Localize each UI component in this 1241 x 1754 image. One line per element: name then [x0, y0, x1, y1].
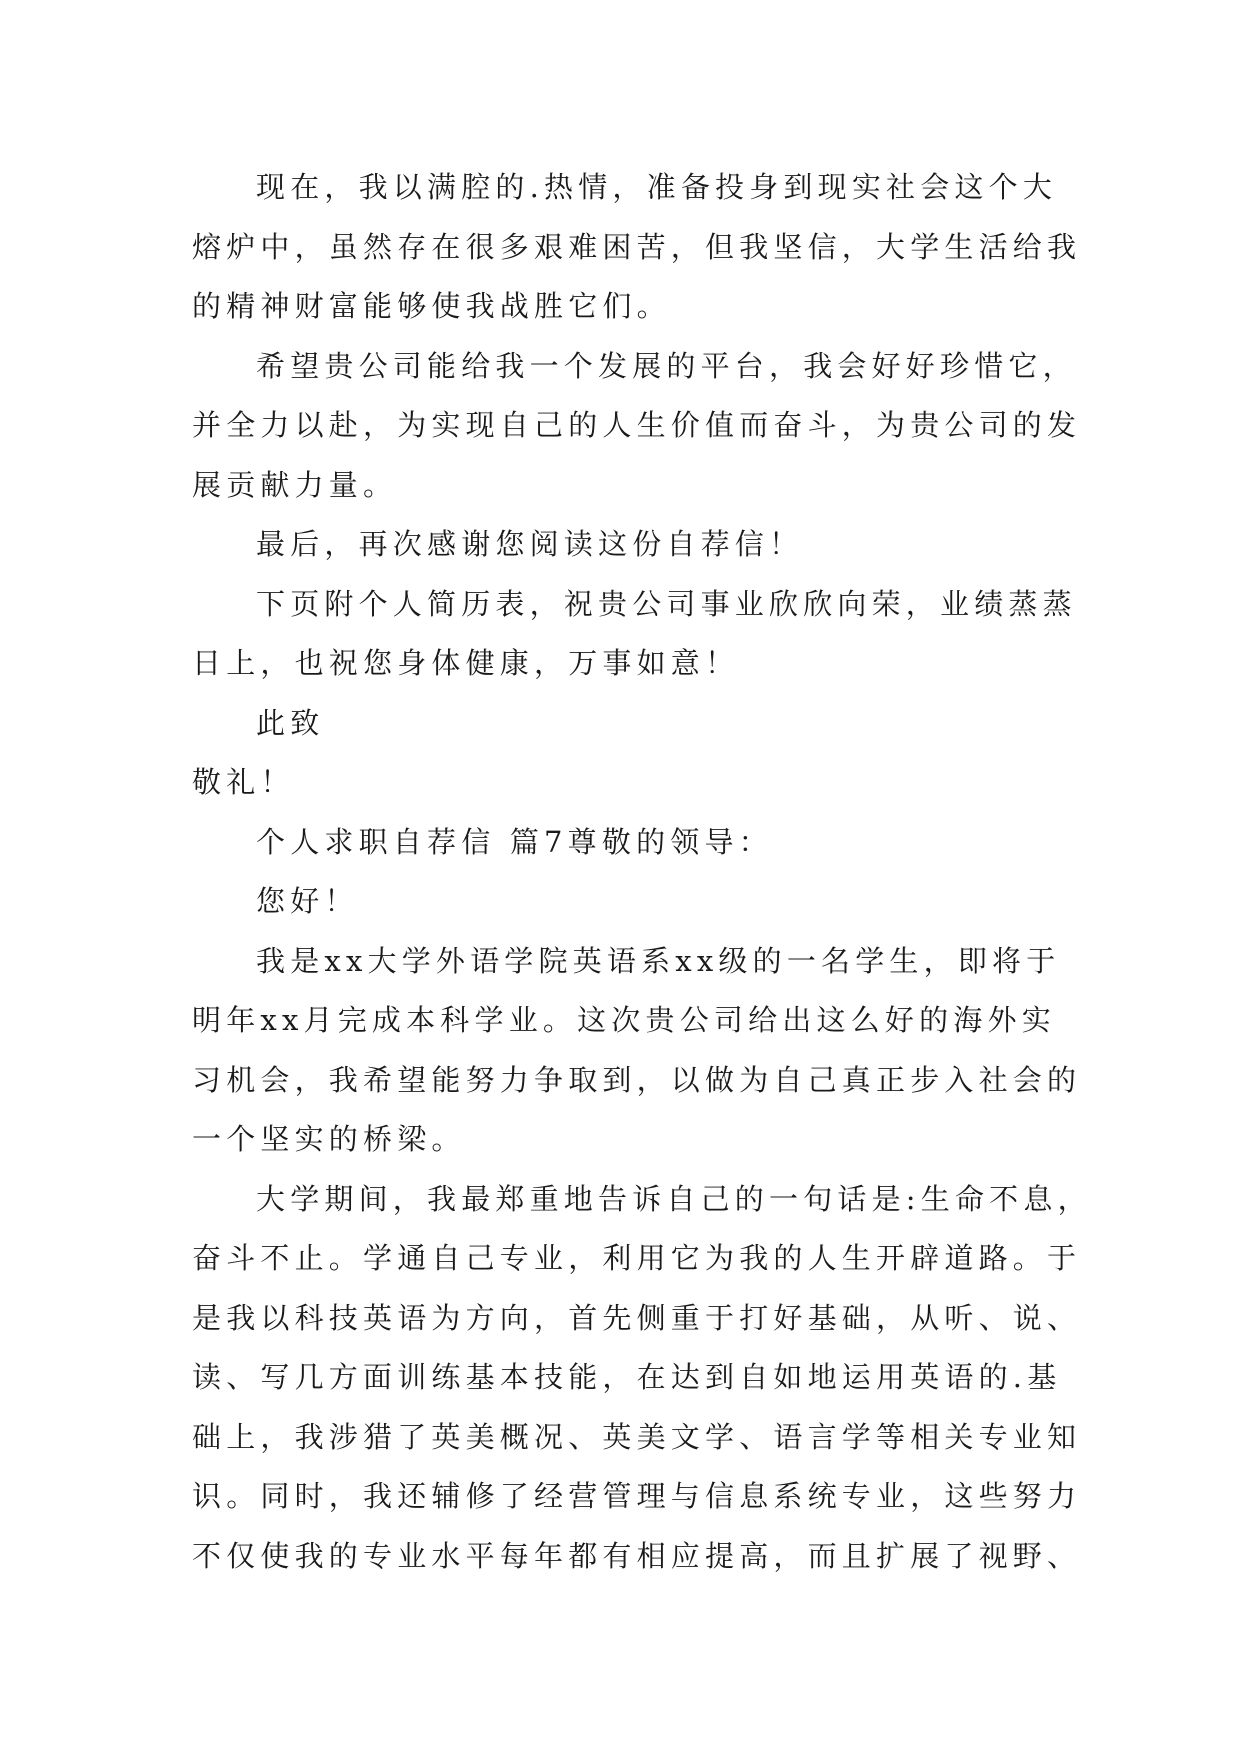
text-line: 础上，我涉猎了英美概况、英美文学、语言学等相关专业知 [192, 1419, 1082, 1454]
text-line: 明年xx月完成本科学业。这次贵公司给出这么好的海外实 [192, 1003, 1056, 1037]
text-line: 并全力以赴，为实现自己的人生价值而奋斗，为贵公司的发 [192, 408, 1082, 442]
text-line: 奋斗不止。学通自己专业，利用它为我的人生开辟道路。于 [192, 1241, 1082, 1275]
text-line: 的精神财富能够使我战胜它们。 [192, 289, 671, 323]
text-line: 希望贵公司能给我一个发展的平台，我会好好珍惜它， [256, 348, 1077, 383]
text-line: 日上，也祝您身体健康，万事如意！ [192, 646, 740, 680]
text-line: 展贡献力量。 [192, 467, 398, 502]
text-line: 现在，我以满腔的.热情，准备投身到现实社会这个大 [256, 170, 1058, 204]
text-line: 个人求职自荐信 篇7尊敬的领导： [256, 824, 773, 859]
text-line: 敬礼！ [192, 765, 295, 799]
text-line: 习机会，我希望能努力争取到，以做为自己真正步入社会的 [192, 1062, 1082, 1097]
text-line: 不仅使我的专业水平每年都有相应提高，而且扩展了视野、 [192, 1538, 1082, 1573]
text-line: 熔炉中，虽然存在很多艰难困苦，但我坚信，大学生活给我 [192, 229, 1082, 264]
text-line: 是我以科技英语为方向，首先侧重于打好基础，从听、说、 [192, 1300, 1082, 1335]
text-line: 下页附个人简历表，祝贵公司事业欣欣向荣，业绩蒸蒸 [256, 586, 1077, 621]
document-body [192, 158, 1092, 1586]
text-line: 我是xx大学外语学院英语系xx级的一名学生，即将于 [256, 943, 1061, 978]
text-line: 此致 [256, 705, 325, 740]
text-line: 最后，再次感谢您阅读这份自荐信！ [256, 527, 804, 561]
text-line: 一个坚实的桥梁。 [192, 1122, 466, 1156]
text-line: 读、写几方面训练基本技能，在达到自如地运用英语的.基 [192, 1360, 1062, 1394]
text-line: 您好！ [256, 884, 359, 918]
text-line: 大学期间，我最郑重地告诉自己的一句话是:生命不息， [256, 1181, 1092, 1216]
text-line: 识。同时，我还辅修了经营管理与信息系统专业，这些努力 [192, 1479, 1082, 1513]
